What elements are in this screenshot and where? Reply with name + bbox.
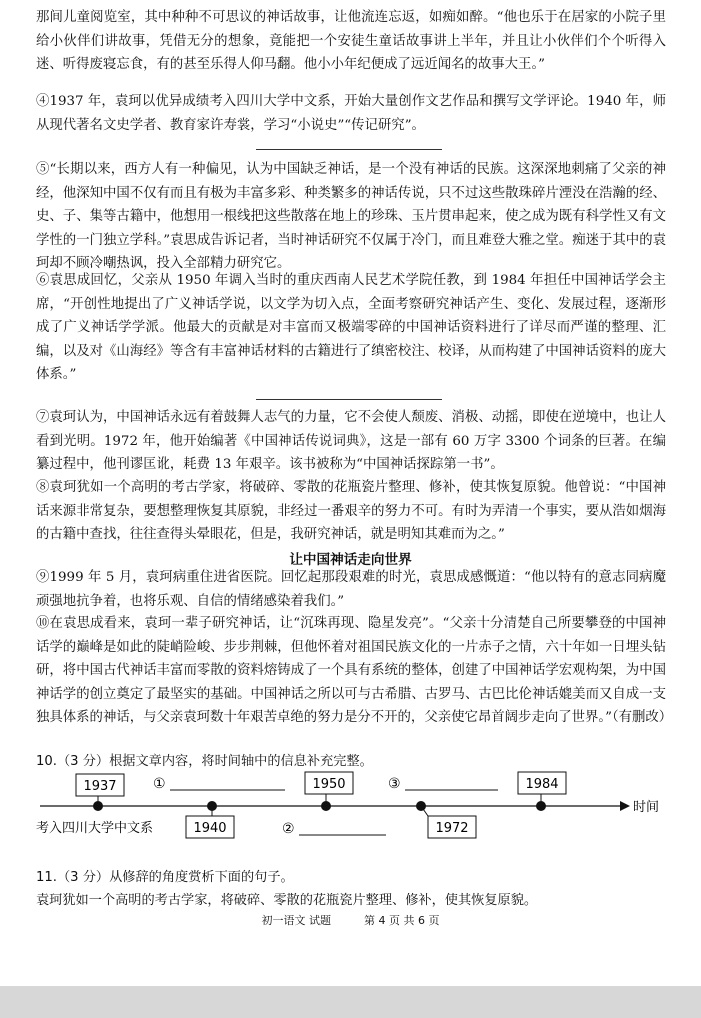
paragraph-6: ⑥袁思成回忆，父亲从 1950 年调入当时的重庆西南人民艺术学院任教，到 1984 年担任中国神话学会主席，“开创性地提出了广义神话学说，以文学为切入点，全面考察研究神话产生、变化、发展过程，逐渐形成了广义神话学学派。他最大的贡献是对丰富而又极端零碎的中国神话资料进行了详尽而严谨的整理、汇编，以及对《山海经》等含有丰富神话材料的古籍进行了缜密校注、校译，从而构建了中国神话资料的庞大体系。”	[36, 273, 666, 382]
paragraph-4: ④1937 年，袁珂以优异成绩考入四川大学中文系，开始大量创作文艺作品和撰写文学评论。1940 年，师从现代著名文史学者、教育家许寿裳，学习“小说史”“传记研究”。	[36, 94, 666, 133]
question-11: 11.（3 分）从修辞的角度赏析下面的句子。	[36, 870, 294, 885]
section-divider	[256, 399, 442, 400]
paragraph-continued: 那间儿童阅览室，其中种种不可思议的神话故事，让他流连忘返，如痴如醉。“他也乐于在居家的小院子里给小伙伴们讲故事，凭借无分的想象，竟能把一个安徒生童话故事讲上半年，并且让小伙伴们个个听得入迷、听得废寝忘食，有的甚至乐得人仰马翻。他小小年纪便成了远近闻名的故事大王。”	[36, 10, 666, 72]
timeline-caption: 考入四川大学中文系	[36, 821, 154, 836]
blank-marker-1: ①	[153, 776, 166, 792]
timeline-axis-label: 时间	[633, 800, 660, 815]
blank-marker-3: ③	[388, 776, 401, 792]
year-box-1950-label: 1950	[312, 777, 346, 792]
viewer-bottom-bar	[0, 986, 701, 1018]
timeline-diagram	[36, 768, 676, 842]
paragraph-8: ⑧袁珂犹如一个高明的考古学家，将破碎、零散的花瓶瓷片整理、修补，使其恢复原貌。他曾说：“中国神话来源非常复杂，要想整理恢复其原貌，非经过一番艰辛的努力不可。有时为弄清一个事实，要从浩如烟海的古籍中查找，往往查得头晕眼花，但是，我研究神话，就是明知其难而为之。”	[36, 480, 666, 542]
paragraph-5: ⑤“长期以来，西方人有一种偏见，认为中国缺乏神话，是一个没有神话的民族。这深深地刺痛了父亲的神经，他深知中国不仅有而且有极为丰富多彩、种类繁多的神话传说，只不过这些散珠碎片湮没在浩瀚的经、史、子、集等古籍中，他想用一根线把这些散落在地上的珍珠、玉片贯串起来，使之成为既有科学性又有文学性的一门独立学科。”袁思成告诉记者，当时神话研究不仅属于冷门，而且难登大雅之堂。痴迷于其中的袁珂却不顾冷嘲热讽，投入全部精力研究它。	[36, 162, 666, 271]
section-heading: 让中国神话走向世界	[289, 552, 412, 568]
year-box-1940-label: 1940	[193, 821, 227, 836]
footer-subject: 初一语文 试题	[261, 914, 331, 927]
footer-page-info: 第 4 页 共 6 页	[364, 914, 440, 927]
question-11-sentence: 袁珂犹如一个高明的考古学家，将破碎、零散的花瓶瓷片整理、修补，使其恢复原貌。	[36, 893, 538, 908]
section-divider	[256, 149, 442, 150]
page-footer	[0, 912, 701, 928]
blank-marker-2: ②	[282, 821, 295, 837]
year-box-1984-label: 1984	[525, 777, 559, 792]
timeline-arrowhead	[620, 801, 630, 811]
year-box-1972-label: 1972	[435, 821, 469, 836]
paragraph-9: ⑨1999 年 5 月，袁珂病重住进省医院。回忆起那段艰难的时光，袁思成感慨道：“他以特有的意志同病魔顽强地抗争着，也将乐观、自信的情绪感染着我们。”	[36, 570, 666, 609]
year-box-1937-label: 1937	[83, 779, 117, 794]
paragraph-7: ⑦袁珂认为，中国神话永远有着鼓舞人志气的力量，它不会使人颓废、消极、动摇，即使在逆境中，也让人看到光明。1972 年，他开始编著《中国神话传说词典》，这是一部有 60 万字 3300 个词条的巨著。在编纂过程中，他刊谬匡讹，耗费 13 年艰辛。该书被称为“中国神话探踪第一书”。	[36, 410, 666, 472]
question-10: 10.（3 分）根据文章内容，将时间轴中的信息补充完整。	[36, 754, 373, 769]
paragraph-10: ⑩在袁思成看来，袁珂一辈子研究神话，让“沉珠再现、隐星发亮”。“父亲十分清楚自己所要攀登的中国神话学的巅峰是如此的陡峭险峻、步步荆棘，但他怀着对祖国民族文化的一片赤子之情，六十年如一日埋头钻研，将中国古代神话丰富而零散的资料熔铸成了一个具有系统的整体，创建了中国神话学宏观构架，为中国神话学的创立奠定了最坚实的基础。中国神话之所以可与古希腊、古罗马、古巴比伦神话媲美而又自成一支独具体系的神话，与父亲袁珂数十年艰苦卓绝的努力是分不开的，父亲使它昂首阔步走向了世界。”（有删改）	[36, 616, 673, 725]
